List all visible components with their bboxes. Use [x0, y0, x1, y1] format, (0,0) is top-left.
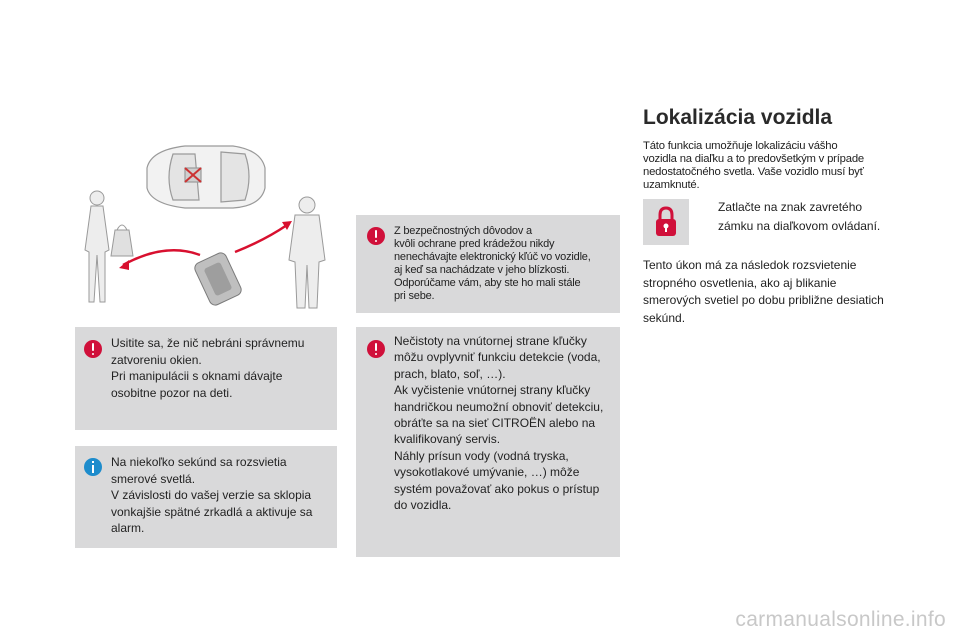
- man-figure: [289, 197, 325, 308]
- windows-note-text: Usitite sa, že nič nebráni správnemu zatvoreniu okien. Pri manipulácii s oknami dávajte osobitne pozor na deti.: [111, 336, 305, 400]
- warning-icon: [84, 340, 102, 358]
- lock-button-tile: [643, 199, 689, 245]
- security-note-text: Z bezpečnostných dôvodov a kvôli ochrane pred krádežou nikdy nenechávajte elektronický kľúč vo vozidle, aj keď sa nachádzate v jeho blízkosti. Odporúčame vám, aby ste ho mali stále pri sebe.: [394, 225, 591, 302]
- intro-text: Táto funkcia umožňuje lokalizáciu vášho vozidla na diaľku a to predovšetkým v prípade nedostatočného svetla. Vaše vozidlo musí byť uzamknuté.: [643, 140, 864, 191]
- lock-button-icon: [643, 199, 689, 245]
- lights-note-box: [75, 446, 337, 548]
- step-text: Zatlačte na znak zavretého zámku na diaľkovom ovládaní.: [718, 200, 881, 233]
- car-top-view: [147, 146, 265, 208]
- security-note-box: [356, 215, 620, 313]
- warning-icon: [367, 227, 385, 245]
- windows-note-box: [75, 327, 337, 430]
- woman-figure: [85, 191, 133, 302]
- keyless-illustration: [75, 130, 345, 320]
- key-fob: [193, 251, 243, 307]
- watermark: carmanualsonline.info: [735, 608, 946, 631]
- lights-note-text: Na niekoľko sekúnd sa rozsvietia smerové svetlá. V závislosti do vašej verzie sa sklopia vonkajšie spätné zrkadlá a aktivuje sa alarm.: [111, 455, 313, 535]
- warning-icon: [367, 340, 385, 358]
- handle-note-text: Nečistoty na vnútornej strane kľučky môžu ovplyvniť funkciu detekcie (voda, prach, blato, soľ, …). Ak vyčistenie vnútornej strany kľučky handričkou neumožní obnoviť detekciu, obráťte sa na sieť CITROËN alebo na kvalifikovaný servis. Náhly prísun vody (vodná tryska, vysokotlakové umývanie, …) môže systém považovať ako pokus o prístup do vozidla.: [394, 334, 604, 513]
- result-text: Tento úkon má za následok rozsvietenie stropného osvetlenia, ako aj blikanie smerových svetiel po dobu približne desiatich sekúnd.: [643, 258, 884, 325]
- info-icon: [84, 458, 102, 476]
- handle-note-box: [356, 327, 620, 557]
- page-title: Lokalizácia vozidla: [643, 106, 833, 129]
